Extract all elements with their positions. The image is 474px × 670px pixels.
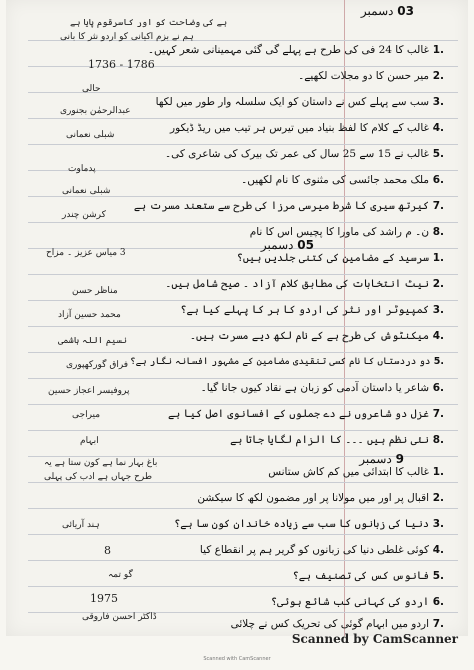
section2-note: 3 میاس عزیز ۔ مزاح xyxy=(46,248,126,258)
section1-header xyxy=(361,4,414,18)
ruled-line xyxy=(28,404,458,405)
section1-note: ہم نے بزم اکیانی کو اردو نثر کا بانی xyxy=(60,32,194,42)
ruled-line xyxy=(28,534,458,535)
ruled-line xyxy=(28,352,458,353)
answer-note: کرشن چندر xyxy=(62,210,106,220)
scanner-small-label: Scanned with CamScanner xyxy=(203,656,271,662)
question-1-7: .7 کیرتھ سیری کا شرط میرسی مرزا کی طرح سے ستعند مسرت ہے xyxy=(133,200,444,212)
section1-note: ہے کی وضاحت کو اور کاسرقوم پایا ہے xyxy=(70,18,228,28)
ruled-line xyxy=(28,560,458,561)
answer-note: مناظر حسن xyxy=(72,286,118,296)
section3-note: طرح جہاں ہے ادب کی پہلی xyxy=(44,472,153,482)
question-3-2: .2 اقبال پر اور میں مولانا پر اور مضمون لکھ کا سیکشن xyxy=(197,492,444,504)
answer-note: ڈاکٹر احسن فاروقی xyxy=(82,612,157,622)
answer-note: پدماوت xyxy=(68,164,96,174)
question-1-5: .5 غالب نے 15 سے 25 سال کی عمر تک بیرک کی شاعری کی۔ xyxy=(164,148,444,160)
section3-number: 9 xyxy=(395,452,404,466)
answer-note: فراق گورکھپوری xyxy=(66,360,129,370)
question-3-6: .6 اردو کی کہانی کب شائع ہوئی؟ xyxy=(270,596,444,608)
answer-note: حالی xyxy=(82,84,101,94)
section2-header xyxy=(261,238,314,252)
ruled-line xyxy=(28,378,458,379)
section1-number: 03 xyxy=(397,4,414,18)
ruled-line xyxy=(28,274,458,275)
ruled-line xyxy=(28,430,458,431)
question-2-6: .6 شاعر یا داستان آدمی کو زبان ہے نقاد کیوں جانا گیا۔ xyxy=(200,382,444,394)
ruled-line xyxy=(28,118,458,119)
question-2-5: .5 دو دردستاں کا نام کسی تنقیدی مضامین کے مشہور افسانہ نگار ہے؟ xyxy=(130,356,444,367)
question-1-6: .6 ملک محمد جائسی کی مثنوی کا نام لکھیں۔ xyxy=(241,174,444,186)
answer-note: 8 xyxy=(104,544,111,557)
question-2-4: .4 میکنٹوش کی طرح ہے کے نام لکھ دیے مسرت ہیں۔ xyxy=(189,330,444,342)
question-3-4: .4 کوئی غلطی دنیا کی زبانوں کو گریر ہم پر انقطاع کیا xyxy=(199,544,444,556)
question-2-2: .2 نیٹ انتخابات کی مطابق کلام آزاد ۔ صیح شامل ہیں۔ xyxy=(165,278,444,290)
section1-years-note: 1736 - 1786 xyxy=(88,58,155,71)
section3-header xyxy=(359,452,404,466)
answer-note: شبلی نعمانی xyxy=(62,186,111,196)
ruled-line xyxy=(28,508,458,509)
question-2-8: .8 نئی نظم ہیں ۔۔۔ کا الزام لگایا جاتا ہے xyxy=(230,434,444,446)
answer-note: گو تمہ xyxy=(108,570,133,580)
section1-heading: دسمبر xyxy=(360,4,394,18)
question-1-1: .1 غالب کا 24 فی کی طرح ہے پہلے گی گئی مہمینانی شعر کہیں۔ xyxy=(147,44,444,56)
question-2-7: .7 غزل دو شاعروں نے دے جملوں کے افسانوی اصل کیا ہے xyxy=(168,408,444,420)
question-2-3: .3 کمپیوٹر اور نثر کی اردو کا ہر کا پہلے کیا ہے؟ xyxy=(180,304,444,316)
section3-heading: دسمبر xyxy=(359,452,392,466)
ruled-line xyxy=(28,586,458,587)
answer-note: ابہام xyxy=(80,436,99,446)
answer-note: میراجی xyxy=(72,410,101,420)
answer-note: عبدالرحمٰن بجنوری xyxy=(60,106,131,116)
answer-note: 1975 xyxy=(90,592,118,605)
section3-note: باغ بہار نما ہے کون ستا ہے یہ xyxy=(44,458,158,468)
question-3-1: .1 غالب کا ابتدائی میں کم کاش ستانس xyxy=(268,466,444,478)
answer-note: شبلی نعمانی xyxy=(66,130,115,140)
ruled-line xyxy=(28,144,458,145)
answer-note: محمد حسین آزاد xyxy=(58,310,121,320)
question-3-3: .3 دنیا کی زبانوں کا سب سے زیادہ خاندان کون سا ہے؟ xyxy=(174,518,444,530)
question-1-2: .2 میر حسن کا دو مجلات لکھیے۔ xyxy=(298,70,444,82)
ruled-line xyxy=(28,300,458,301)
question-2-1: .1 سرسید کے مضامین کی کتنی جلدیں ہیں؟ xyxy=(236,252,444,264)
ruled-line xyxy=(28,222,458,223)
ruled-line xyxy=(28,196,458,197)
question-1-3: .3 سب سے پہلے کس نے داستان کو ایک سلسلہ وار طور میں لکھا xyxy=(155,96,444,108)
scanner-watermark: Scanned by CamScanner xyxy=(291,632,458,646)
answer-note: نسیم اللہ ہاشمی xyxy=(58,336,128,346)
question-3-5: .5 فانوس کس کی تصنیف ہے؟ xyxy=(292,570,444,582)
ruled-line xyxy=(28,482,458,483)
question-1-4: .4 غالب کے کلام کا لفظ بنیاد میں تیرس ہر تیب میں ریڈ ڈیکور xyxy=(170,122,444,134)
question-1-8: .8 ن۔ م راشد کی ماورا کا پچیس اس کا نام xyxy=(249,226,444,238)
answer-note: ہند آریائی xyxy=(62,520,100,530)
section2-number: 05 xyxy=(297,238,314,252)
answer-note: پروفیسر اعجاز حسین xyxy=(48,386,130,396)
question-3-7: .7 اردو میں ابہام گوئی کی تحریک کس نے چلائی xyxy=(230,618,444,630)
ruled-line xyxy=(28,326,458,327)
section2-heading: دسمبر xyxy=(260,238,294,252)
